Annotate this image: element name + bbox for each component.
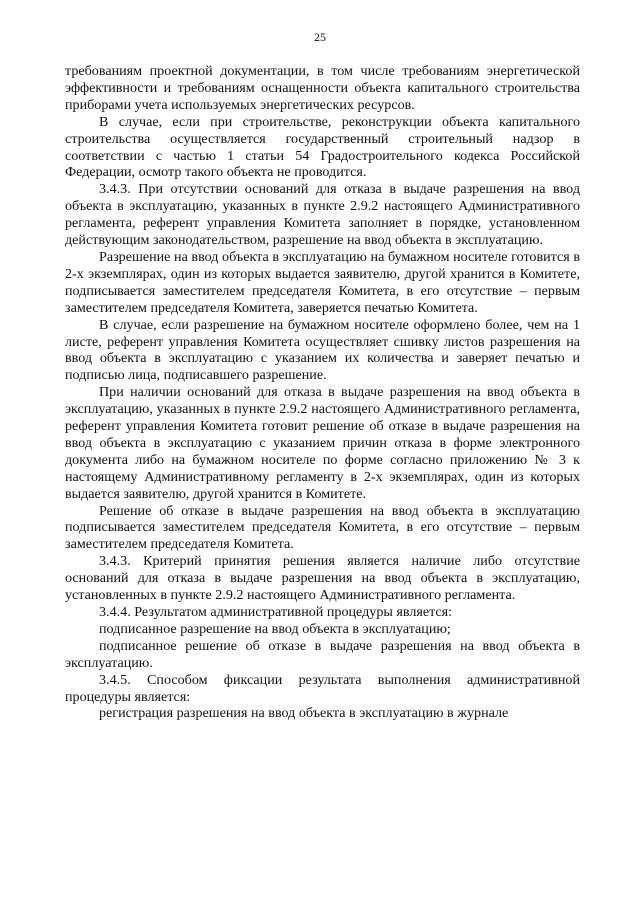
paragraph: подписанное решение об отказе в выдаче разрешения на ввод объекта в эксплуатацию. <box>65 637 580 671</box>
paragraph: 3.4.3. Критерий принятия решения является наличие либо отсутствие оснований для отказа в выдаче разрешения на ввод объекта в эксплуатацию, установленных в пункте 2.9.2 настоящего Административного регламента. <box>65 553 580 604</box>
paragraph: регистрация разрешения на ввод объекта в эксплуатацию в журнале <box>99 705 509 722</box>
paragraph: Решение об отказе в выдаче разрешения на ввод объекта в эксплуатацию подписывается заместителем председателя Комитета, в его отсутствие – первым заместителем председателя Комитета. <box>65 502 580 553</box>
paragraph: В случае, если при строительстве, реконструкции объекта капитального строительства осуществляется государственный строительный надзор в соответствии с частью 1 статьи 54 Градостроительного кодекса Российской Федерации, осмотр такого объекта не проводится. <box>65 113 580 181</box>
paragraph: В случае, если разрешение на бумажном носителе оформлено более, чем на 1 листе, референт управления Комитета осуществляет сшивку листов разрешения на ввод объекта в эксплуатацию с указанием их количества и заверяет печатью и подписью лица, подписавшего разрешение. <box>65 316 580 384</box>
page-number: 25 <box>314 30 326 44</box>
document-body <box>65 63 580 722</box>
paragraph: подписанное разрешение на ввод объекта в эксплуатацию; <box>99 620 451 637</box>
paragraph: Разрешение на ввод объекта в эксплуатацию на бумажном носителе готовится в 2-х экземплярах, один из которых выдается заявителю, другой хранится в Комитете, подписывается заместителем председателя Комитета, в его отсутствие – первым заместителем председателя Комитета, заверяется печатью Комитета. <box>65 248 580 316</box>
paragraph: При наличии оснований для отказа в выдаче разрешения на ввод объекта в эксплуатацию, указанных в пункте 2.9.2 настоящего Административного регламента, референт управления Комитета готовит решение об отказе в выдаче разрешения на ввод объекта в эксплуатацию с указанием причин отказа в форме электронного документа либо на бумажном носителе по форме согласно приложению № 3 к настоящему Административному регламенту в 2-х экземплярах, один из которых выдается заявителю, другой хранится в Комитете. <box>65 384 580 502</box>
paragraph: 3.4.4. Результатом административной процедуры является: <box>99 604 453 620</box>
paragraph: 3.4.3. При отсутствии оснований для отказа в выдаче разрешения на ввод объекта в эксплуатацию, указанных в пункте 2.9.2 настоящего Административного регламента, референт управления Комитета заполняет в порядке, установленном действующим законодательством, разрешение на ввод объекта в эксплуатацию. <box>65 181 580 249</box>
paragraph: требованиям проектной документации, в том числе требованиям энергетической эффективности и требованиям оснащенности объекта капитального строительства приборами учета используемых энергетических ресурсов. <box>65 63 580 113</box>
paragraph: 3.4.5. Способом фиксации результата выполнения административной процедуры является: <box>65 671 580 705</box>
